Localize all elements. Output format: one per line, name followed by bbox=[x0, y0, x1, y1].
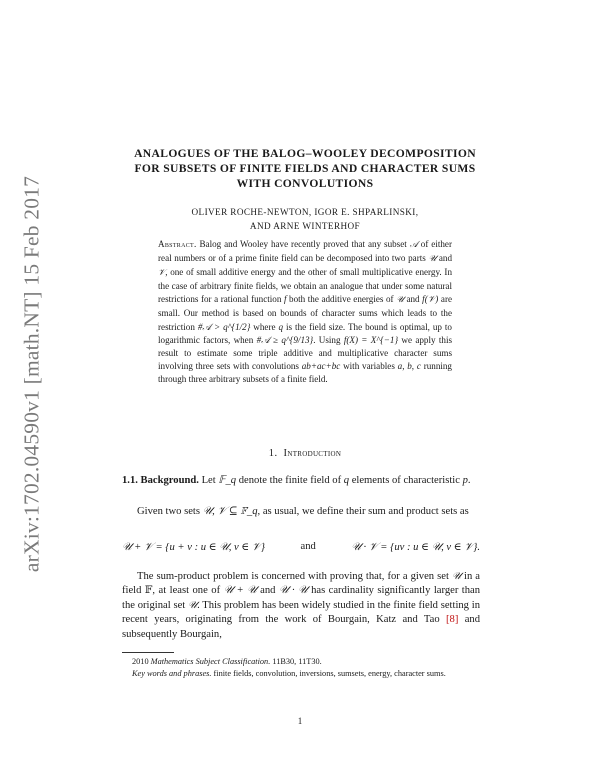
math-set-a: 𝒜 bbox=[409, 240, 418, 250]
footnote-keywords bbox=[122, 668, 480, 680]
abstract-text: , one of small additive energy and the other of small multiplicative energy. In the case of arbitrary finite fields, we obtain an analogue that under some natural restrictions for a rational function bbox=[158, 267, 452, 305]
section-title: Introduction bbox=[283, 448, 342, 459]
footnote-label: Mathematics Subject Classification. bbox=[150, 657, 271, 666]
footnote-text: 2010 bbox=[132, 657, 151, 666]
arxiv-identifier-text: arXiv:1702.04590v1 [math.NT] 15 Feb 2017 bbox=[19, 175, 44, 573]
math-variables: a, b, c bbox=[397, 360, 421, 371]
abstract-text: running through three arbitrary subsets of a finite field. bbox=[158, 360, 452, 384]
math-f-inverse: f(X) = X^{−1} bbox=[343, 334, 399, 345]
footnotes bbox=[122, 656, 480, 680]
body-text: , at least one of bbox=[152, 585, 224, 597]
abstract-text: Balog and Wooley have recently proved that any subset bbox=[196, 239, 410, 249]
abstract-text: where bbox=[250, 321, 279, 332]
math-f-of-v: f(𝒱) bbox=[422, 294, 439, 305]
footnote-text: finite fields, convolution, inversions, sumsets, energy, character sums. bbox=[211, 669, 446, 678]
math-convolution: ab+ac+bc bbox=[301, 360, 341, 371]
display-equation bbox=[122, 541, 480, 554]
math-set-u: 𝒰 bbox=[188, 599, 198, 611]
author-list bbox=[110, 205, 500, 233]
math-set-inclusion: 𝒰, 𝒱 ⊆ 𝔽_q bbox=[202, 506, 258, 517]
math-p: p bbox=[462, 475, 468, 486]
title-line: ANALOGUES OF THE BALOG–WOOLEY DECOMPOSITION bbox=[134, 147, 476, 160]
math-set-u: 𝒰 bbox=[428, 254, 437, 265]
body-text: elements of characteristic bbox=[349, 475, 463, 486]
subsection-title: Background. bbox=[140, 475, 199, 486]
body-text: in a field bbox=[122, 571, 480, 597]
abstract-text: . Using bbox=[313, 334, 344, 345]
abstract-text: and bbox=[436, 253, 453, 264]
math-restriction: #𝒜 > q^{1/2} bbox=[197, 321, 251, 332]
body-text: Let bbox=[198, 475, 219, 486]
math-function-f: f bbox=[283, 294, 287, 305]
footnote-divider bbox=[122, 652, 174, 653]
math-productset: 𝒰 · 𝒰 bbox=[278, 585, 308, 597]
body-text: . This problem has been widely studied in the finite field setting in recent years, originating from the work of Bourgain, Katz and Tao bbox=[122, 599, 480, 626]
paragraph-sum-product bbox=[122, 570, 480, 642]
body-text: and bbox=[256, 585, 279, 597]
abstract-text: we apply this result to estimate some triple additive and multiplicative character sums involving three sets with convolutions bbox=[158, 334, 453, 371]
title-line: WITH CONVOLUTIONS bbox=[236, 177, 374, 190]
abstract-text: of either real numbers or of a prime finite field can be decomposed into two parts bbox=[158, 239, 452, 264]
author-line: AND ARNE WINTERHOF bbox=[249, 221, 361, 231]
body-text: The sum-product problem is concerned with proving that, for a given set bbox=[137, 571, 452, 582]
body-text: denote the finite field of bbox=[236, 475, 344, 486]
section-number: 1. bbox=[268, 448, 278, 459]
section-heading bbox=[110, 448, 500, 459]
abstract-text: are small. Our method is based on bounds of character sums which leads to the restriction bbox=[158, 294, 453, 332]
math-q: q bbox=[278, 321, 284, 332]
subsection-number: 1.1. bbox=[122, 475, 138, 486]
math-set-u: 𝒰 bbox=[396, 295, 404, 306]
equation-connector: and bbox=[300, 541, 316, 552]
paragraph-sets bbox=[122, 505, 480, 519]
abstract-label: Abstract. bbox=[158, 239, 197, 249]
page-number: 1 bbox=[297, 716, 303, 726]
math-sumset: 𝒰 + 𝒰 bbox=[223, 585, 257, 597]
abstract-text: both the additive energies of bbox=[286, 294, 397, 305]
body-text: Given two sets bbox=[137, 506, 203, 517]
product-set-definition: 𝒰 · 𝒱 = {uv : u ∈ 𝒰, v ∈ 𝒱}. bbox=[351, 542, 480, 553]
sum-set-definition: 𝒰 + 𝒱 = {u + v : u ∈ 𝒰, v ∈ 𝒱} bbox=[122, 542, 265, 553]
abstract-text: with variables bbox=[340, 360, 398, 371]
footnote-label: Key words and phrases. bbox=[132, 669, 212, 678]
paper-title bbox=[110, 146, 500, 191]
citation-link[interactable]: [8] bbox=[446, 614, 459, 626]
footnote-text: 11B30, 11T30. bbox=[270, 657, 322, 666]
footnote-msc bbox=[122, 656, 480, 668]
abstract-text: is the field size. The bound is optimal, up to logarithmic factors, when bbox=[158, 321, 452, 345]
math-finite-field: 𝔽_q bbox=[218, 475, 237, 486]
math-field-f: 𝔽 bbox=[144, 585, 153, 597]
body-text: has cardinality significantly larger than the original set bbox=[122, 585, 481, 611]
math-set-u: 𝒰 bbox=[451, 571, 461, 582]
author-line: OLIVER ROCHE-NEWTON, IGOR E. SHPARLINSKI, bbox=[191, 207, 419, 217]
title-line: FOR SUBSETS OF FINITE FIELDS AND CHARACTER SUMS bbox=[134, 162, 476, 175]
math-q: q bbox=[343, 475, 350, 486]
math-optimal-bound: #𝒜 ≥ q^{9/13} bbox=[256, 334, 314, 345]
abstract-text: and bbox=[403, 294, 423, 305]
body-text: , as usual, we define their sum and product sets as bbox=[257, 506, 469, 517]
body-text: . bbox=[467, 475, 471, 486]
body-text: and subsequently Bourgain, bbox=[122, 614, 480, 640]
math-set-v: 𝒱 bbox=[158, 268, 166, 279]
arxiv-identifier[interactable] bbox=[10, 175, 54, 573]
paragraph-background bbox=[122, 474, 480, 488]
abstract bbox=[158, 238, 452, 386]
